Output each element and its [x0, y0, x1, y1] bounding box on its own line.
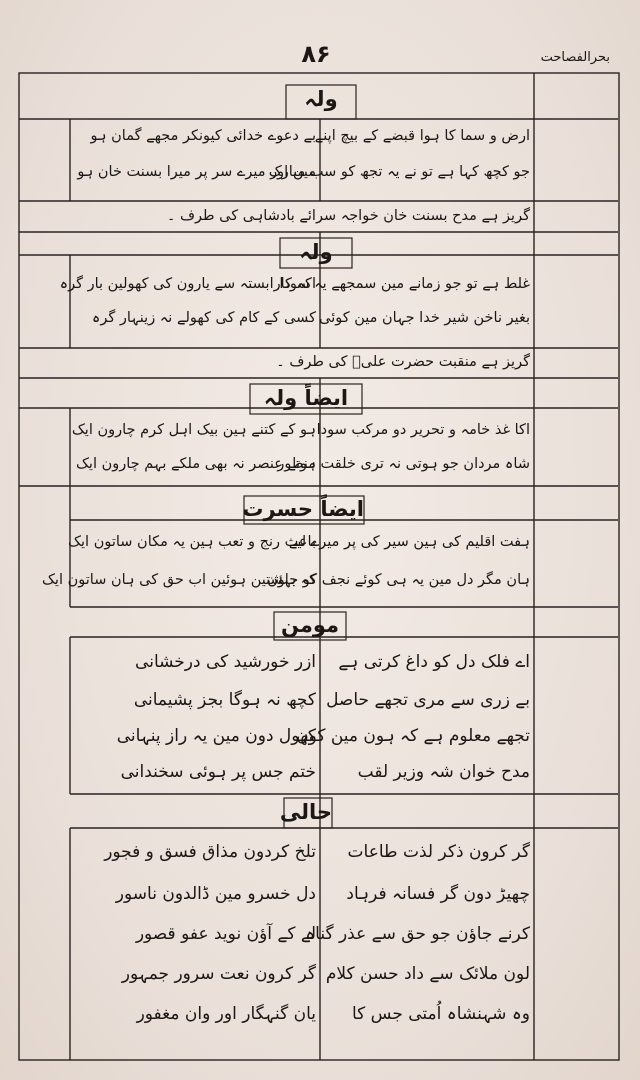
verse-line: ختم جس پر ہوئی سخندانی	[120, 762, 316, 782]
verse-line: اکہ کارابستہ سے یارون کی کھولین بار گرہ	[59, 276, 316, 292]
verse-line: کھول دون مین یہ راز پنہانی	[116, 726, 316, 746]
verse-line: کہ بہشتین ہوئین اب حق کی ہان ساتون ایک	[41, 572, 316, 588]
verse-line: مین اور میرے سر پر میرا بسنت خان ہو	[77, 164, 316, 180]
verse-line: ہو کے کتنے ہین بیک اہل کرم چارون ایک	[71, 422, 316, 438]
page-number: ۸۶	[301, 40, 331, 68]
section-heading: ولہ	[299, 240, 333, 264]
verse-line: یان گنہگار اور وان مغفور	[136, 1004, 316, 1024]
section-heading: ولہ	[304, 87, 338, 111]
verse-line: ازر خورشید کی درخشانی	[135, 652, 316, 672]
verse-line: لے کے آؤن نوید عفو قصور	[135, 924, 316, 944]
verse-line: باعث رنج و تعب ہین یہ مکان ساتون ایک	[68, 534, 316, 550]
section-heading: ایضاً ولہ	[263, 386, 349, 410]
verse-line: بغیر ناخن شیر خدا جہان مین کوئی	[319, 310, 530, 326]
verse-line: مدح خوان شہ وزیر لقب	[357, 762, 530, 782]
verse-line: ارض و سما کا ہوا قبضے کے بیچ اپنے	[314, 128, 530, 144]
verse-line: گر کرون ذکر لذت طاعات	[347, 842, 530, 862]
verse-line: اے فلک دل کو داغ کرتی ہے	[338, 652, 530, 672]
verse-line: بے دعوے خدائی کیونکر مجھے گمان ہو	[90, 128, 316, 144]
verse-line: اکا غذ خامہ و تحریر دو مرکب سودا	[316, 422, 530, 438]
verse-line: ہفت اقلیم کی ہین سیر کی پر میرے لیے	[288, 534, 530, 550]
verse-line: شاہ مردان جو ہوتی نہ تری خلقت منظور	[277, 456, 530, 472]
section-heading: مومن	[280, 613, 340, 637]
verse-line: گر کرون نعت سرور جمہور	[121, 964, 316, 984]
transition-note: گریز ہے مدح بسنت خان خواجہ سرائے بادشاہی کی طرف ۔	[166, 208, 530, 224]
verse-line: دل خسرو مین ڈالدون ناسور	[115, 884, 316, 904]
table-frame	[18, 72, 621, 1062]
verse-line: جو کچھ کہا ہے تو نے یہ تجھ کو سب مبارک	[268, 164, 530, 180]
verse-line: لون ملائک سے داد حسن کلام	[325, 964, 530, 984]
verse-line: ہان مگر دل مین یہ ہی کوئے نجف کو جاؤن	[267, 572, 530, 588]
section-heading: ایضاً حسرت	[242, 497, 364, 521]
transition-note: گریز ہے منقبت حضرت علیؑ کی طرف ۔	[276, 354, 530, 370]
verse-line: بے زری سے مری تجھے حاصل	[326, 690, 530, 710]
verse-line: کرنے جاؤن جو حق سے عذر گناہ	[305, 924, 530, 944]
verse-line: کچھ نہ ہوگا بجز پشیمانی	[133, 690, 316, 710]
running-head: بحرالفصاحت	[540, 50, 610, 65]
section-heading: حالی	[279, 800, 332, 824]
verse-line: تجھے معلوم ہے کہ ہون مین کون	[296, 726, 530, 746]
verse-line: تلخ کردون مذاق فسق و فجور	[104, 842, 316, 862]
verse-line: ہوتے عنصر نہ بھی ملکے بہم چارون ایک	[75, 456, 316, 472]
verse-line: چھیڑ دون گر فسانہ فرہاد	[346, 884, 530, 904]
verse-line: کسی کے کام کی کھولے نہ زینہار گرہ	[91, 310, 316, 326]
verse-line: وہ شہنشاہ اُمتی جس کا	[351, 1004, 530, 1024]
verse-line: غلط ہے تو جو زمانے مین سمجھے یہ سودا	[279, 276, 530, 292]
